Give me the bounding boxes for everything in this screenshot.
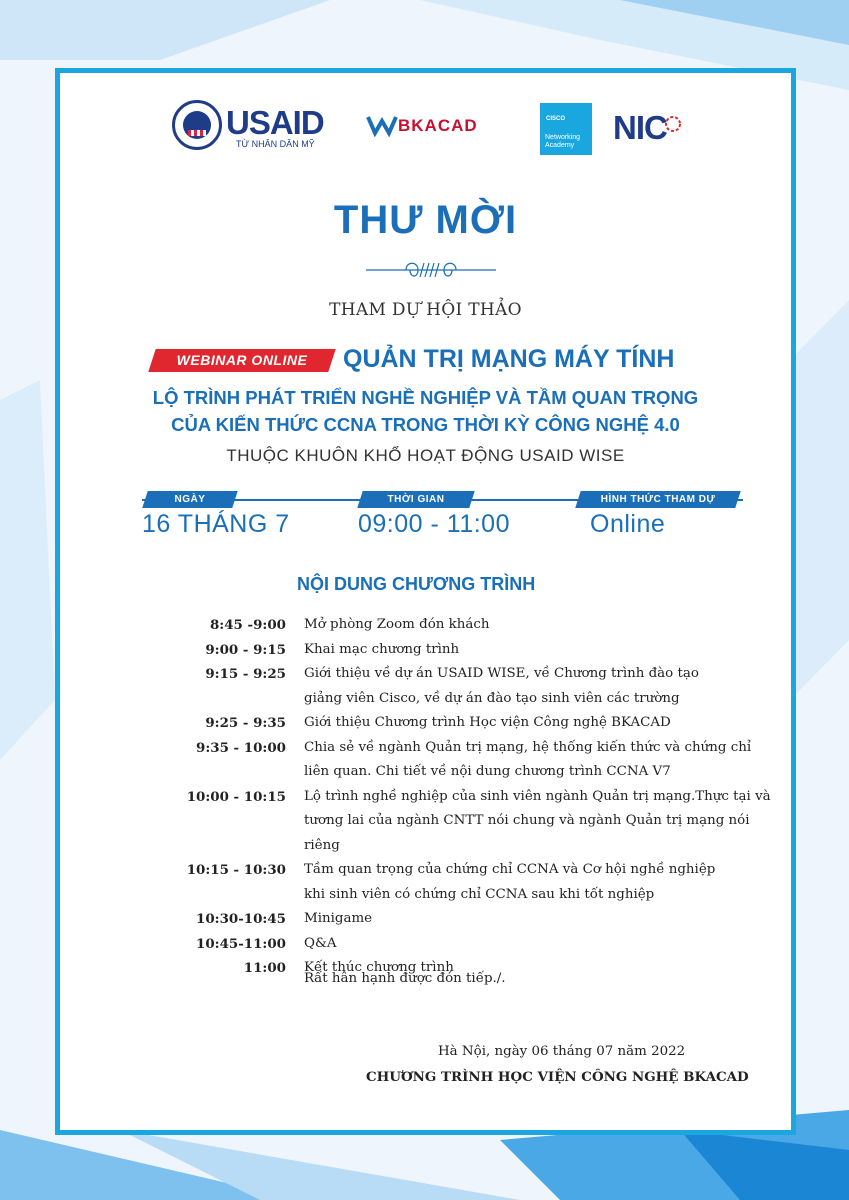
format-label: HÌNH THỨC THAM DỰ — [600, 494, 716, 505]
agenda-time: 11:00 — [243, 960, 286, 976]
format-value: Online — [590, 510, 666, 538]
agenda-description: Mở phòng Zoom đón khách — [304, 617, 490, 632]
agenda-item — [160, 858, 780, 907]
nic-logo-mark — [664, 115, 682, 133]
time-value: 09:00 - 11:00 — [358, 510, 510, 538]
ornament-divider — [366, 258, 496, 282]
agenda-item — [160, 711, 780, 736]
agenda-description: Minigame — [304, 911, 373, 926]
agenda-item — [160, 932, 780, 957]
subtitle: THAM DỰ HỘI THẢO — [329, 300, 522, 320]
time-label: THỜI GIAN — [387, 494, 445, 505]
agenda-list — [160, 613, 780, 981]
seminar-subtitle-line-2: CỦA KIẾN THỨC CCNA TRONG THỜI KỲ CÔNG NGHỆ 4.0 — [171, 414, 680, 435]
agenda-description: Giới thiệu về dự án USAID WISE, về Chương trình đào tạo giảng viên Cisco, về dự án đào tạo sinh viên các trường — [304, 666, 699, 706]
agenda-time: 9:35 - 10:00 — [196, 739, 286, 756]
seminar-subtitle-line-1: LỘ TRÌNH PHÁT TRIỂN NGHỀ NGHIỆP VÀ TẦM QUAN TRỌNG — [152, 387, 699, 408]
agenda-description: Lộ trình nghề nghiệp của sinh viên ngành Quản trị mạng.Thực tại và tương lai của ngành CNTT nói chung và ngành Quản trị mạng nói riêng — [304, 788, 771, 853]
agenda-item — [160, 736, 780, 785]
agenda-item — [160, 638, 780, 663]
page-title: THƯ MỜI — [333, 198, 518, 242]
webinar-badge-label: WEBINAR ONLINE — [176, 352, 308, 368]
bkacad-logo: BKACAD — [398, 116, 478, 135]
agenda-description: Q&A — [304, 935, 337, 951]
signature: CHƯƠNG TRÌNH HỌC VIỆN CÔNG NGHỆ BKACAD — [366, 1069, 749, 1085]
agenda-title: NỘI DUNG CHƯƠNG TRÌNH — [297, 574, 536, 594]
cisco-networking-academy-logo: CISCO Networking Academy — [540, 103, 592, 155]
agenda-description: Chia sẻ về ngành Quản trị mạng, hệ thống kiến thức và chứng chỉ liên quan. Chi tiết về nội dung chương trình CCNA V7 — [304, 739, 752, 779]
date-label: NGÀY — [174, 494, 206, 505]
invitation-card — [55, 68, 796, 1135]
usaid-logo: USAID — [226, 104, 324, 141]
agenda-time: 9:25 - 9:35 — [205, 715, 286, 731]
agenda-time: 9:15 - 9:25 — [205, 666, 286, 682]
usaid-seal-logo — [172, 100, 222, 150]
seminar-title: QUẢN TRỊ MẠNG MÁY TÍNH — [343, 345, 675, 373]
usaid-tagline: TỪ NHÂN DÂN MỸ — [236, 139, 315, 149]
agenda-item — [160, 785, 780, 859]
agenda-time: 10:45-11:00 — [196, 935, 286, 952]
agenda-time: 10:15 - 10:30 — [186, 862, 286, 878]
agenda-item — [160, 907, 780, 932]
agenda-description: Tầm quan trọng của chứng chỉ CCNA và Cơ hội nghề nghiệp khi sinh viên có chứng chỉ CCNA sau khi tốt nghiệp — [304, 862, 716, 902]
bkacad-logo-mark — [366, 111, 398, 137]
date-value: 16 THÁNG 7 — [142, 510, 290, 538]
agenda-description: Kết thúc chương trình — [304, 960, 454, 975]
nic-logo: NIC — [613, 109, 667, 146]
agenda-item — [160, 613, 780, 638]
agenda-description: Khai mạc chương trình — [304, 641, 460, 657]
place-date: Hà Nội, ngày 06 tháng 07 năm 2022 — [438, 1044, 686, 1059]
agenda-time: 10:00 - 10:15 — [186, 788, 286, 805]
agenda-time: 10:30-10:45 — [196, 911, 286, 927]
agenda-time: 8:45 -9:00 — [209, 617, 286, 633]
welcome-note: Rất hân hạnh được đón tiếp./. — [304, 971, 506, 986]
agenda-time: 9:00 - 9:15 — [205, 641, 286, 658]
agenda-item — [160, 662, 780, 711]
agenda-description: Giới thiệu Chương trình Học viện Công nghệ BKACAD — [304, 715, 671, 730]
program-framework: THUỘC KHUÔN KHỔ HOẠT ĐỘNG USAID WISE — [226, 446, 625, 465]
